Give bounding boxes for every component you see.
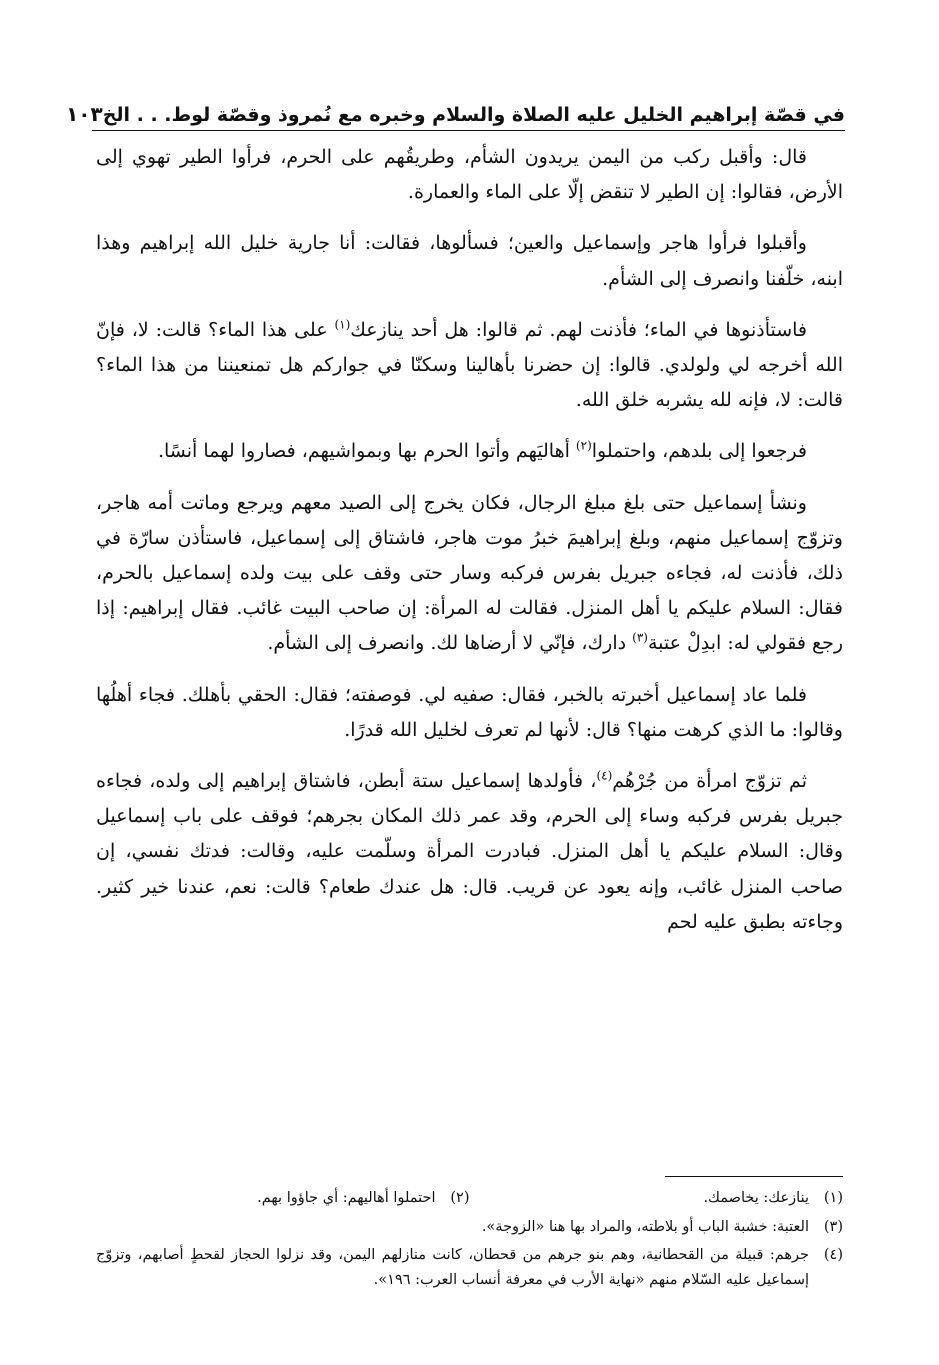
footnote-ref: (٢) xyxy=(575,439,592,454)
paragraph-text: وأقبلوا فرأوا هاجر وإسماعيل والعين؛ فسألوها، فقالت: أنا جارية خليل الله إبراهيم وهذا ابنه، خلّفنا وانصرف إلى الشأم. xyxy=(96,232,843,290)
footnote-ref: (٣) xyxy=(632,631,648,646)
paragraph-3 xyxy=(96,313,843,419)
footnote-number: (٣) xyxy=(823,1218,843,1235)
paragraph-text: أهاليَهم وأتوا الحرم بها وبمواشيهم، فصاروا لهما أنسًا. xyxy=(157,440,576,463)
footnote-number: (٤) xyxy=(823,1247,843,1263)
footnote-4 xyxy=(96,1243,843,1292)
paragraph-text: ونشأ إسماعيل حتى بلغ مبلغ الرجال، فكان يخرج إلى الصيد معهم ويرجع وماتت أمه هاجر، وتزوّج إسماعيل منهم، وبلغ إبراهيمَ خبرُ موت هاجر، فاشتاق إلى إسماعيل، فاستأذن سارّة في ذلك، فأذنت له، فجاءه جبريل بفرس فركبه وسار حتى وقف على بيت ولده إسماعيل بالحرم، فقال: السلام عليكم يا أهل المنزل. فقالت له المرأة: إن صاحب البيت غائب. فقال إبراهيم: إذا رجع فقولي له: ابدِلْ عتبة xyxy=(96,491,843,655)
footnote-number: (٢) xyxy=(450,1190,470,1206)
page-header xyxy=(66,86,845,131)
footnote-divider xyxy=(665,1176,843,1177)
paragraph-1 xyxy=(96,140,843,210)
footnote-text: جرهم: قبيلة من القحطانية، وهم بنو جرهم من قحطان، كانت منازلهم اليمن، وقد نزلوا الحجاز لقحطٍ أصابهم، وتزوّج إسماعيل عليه السّلام منهم «نهاية الأرب في معرفة أنساب العرب: ١٩٦». xyxy=(96,1247,809,1288)
paragraph-text: على هذا الماء؟ قالت: لا، فإنّ الله أخرجه لي ولولدي. قالوا: إن حضرنا بأهالينا وسكنّا في جواركم هل تمنعيننا من هذا الماء؟ قالت: لا، فإنه لله يشربه خلق الله. xyxy=(96,318,843,412)
paragraph-text: ثم تزوّج امرأة من جُرْهُم xyxy=(612,770,807,793)
footnote-ref: (٤) xyxy=(596,768,613,783)
paragraph-text: فاستأذنوها في الماء؛ فأذنت لهم. ثم قالوا: هل أحد ينازعك xyxy=(350,318,808,341)
paragraph-text: دارك، فإنّي لا أرضاها لك. وانصرف إلى الشأم. xyxy=(267,632,633,655)
footnote-2 xyxy=(96,1186,470,1211)
running-title: في قصّة إبراهيم الخليل عليه الصلاة والسلام وخبره مع نُمروذ وقصّة لوط. . . الخ xyxy=(102,104,845,126)
footnote-text: ينازعك: يخاصمك. xyxy=(703,1190,809,1206)
footnote-3 xyxy=(96,1215,843,1240)
main-text xyxy=(96,140,843,956)
paragraph-5 xyxy=(96,486,843,662)
footnote-1 xyxy=(470,1186,844,1211)
footnote-ref: (١) xyxy=(334,317,351,332)
paragraph-text: قال: وأقبل ركب من اليمن يريدون الشأم، وطريقُهم على الحرم، فرأوا الطير تهوي إلى الأرض، فقالوا: إن الطير لا تنقض إلّا على الماء والعمارة. xyxy=(96,146,843,204)
paragraph-text: فرجعوا إلى بلدهم، واحتملوا xyxy=(591,440,807,463)
paragraph-7 xyxy=(96,764,843,940)
paragraph-text: فلما عاد إسماعيل أخبرته بالخبر، فقال: صفيه لي. فوصفته؛ فقال: الحقي بأهلك. فجاء أهلُها وقالوا: ما الذي كرهت منها؟ قال: لأنها لم تعرف لخليل الله قدرًا. xyxy=(96,683,843,741)
paragraph-text: ، فأولدها إسماعيل ستة أبطن، فاشتاق إبراهيم إلى ولده، فجاءه جبريل بفرس فركبه وساء إلى الحرم، وقد عمر ذلك المكان بجرهم؛ فوقف على باب إسماعيل وقال: السلام عليكم يا أهل المنزل. فبادرت المرأة وسلّمت عليه، وقالت: فدتك نفسي، إن صاحب المنزل غائب، وإنه يعود عن قريب. قال: هل عندك طعام؟ قالت: نعم، عندنا خير كثير. وجاءته بطبق عليه لحم xyxy=(96,770,843,933)
paragraph-4 xyxy=(96,434,843,469)
footnote-text: العتبة: خشبة الباب أو بلاطته، والمراد بها هنا «الزوجة». xyxy=(481,1218,809,1235)
footnote-row xyxy=(96,1186,843,1215)
page-number: ١٠٣ xyxy=(66,102,103,126)
paragraph-6 xyxy=(96,678,843,748)
paragraph-2 xyxy=(96,226,843,296)
footnote-number: (١) xyxy=(823,1190,843,1206)
footnote-text: احتملوا أهاليهم: أي جاؤوا بهم. xyxy=(257,1190,436,1206)
footnotes xyxy=(96,1186,843,1296)
